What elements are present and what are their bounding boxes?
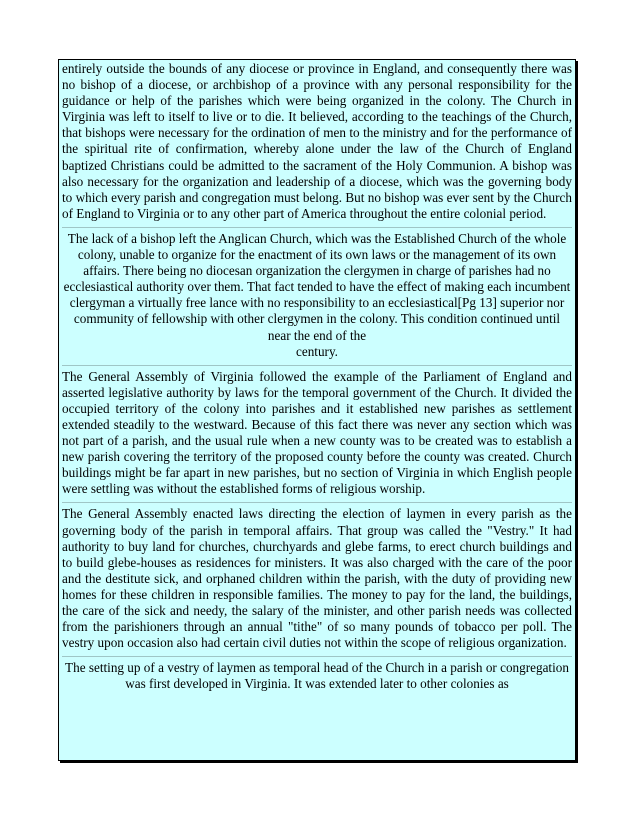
paragraph-2 xyxy=(62,231,572,366)
paragraph-5: The setting up of a vestry of laymen as temporal head of the Church in a parish or congregation was first developed in Virginia. It was extended later to other colonies as xyxy=(65,660,569,692)
paragraph-4: The General Assembly enacted laws directing the election of laymen in every parish as the governing body of the parish in temporal affairs. That group was called the "Vestry." It had authority to buy land for churches, churchyards and glebe farms, to erect church buildings and to build glebe-houses as residences for ministers. It was also charged with the care of the poor and the destitute sick, and orphaned children within the parish, with the duty of providing new homes for these children in responsible families. The money to pay for the land, the buildings, the care of the sick and needy, the salary of the minister, and other parish needs was collected from the parishioners through an annual "tithe" of so many pounds of tobacco per poll. The vestry upon occasion also had certain civil duties not within the scope of religious organization. xyxy=(62,506,572,657)
paragraph-2-last-word: century. xyxy=(296,343,338,359)
paragraph-1: entirely outside the bounds of any diocese or province in England, and consequently there was no bishop of a diocese, or archbishop of a province with any personal responsibility for the guidance or help of the parishes which were being organized in the colony. The Church in Virginia was left to itself to live or to die. It believed, according to the teachings of the Church, that bishops were necessary for the ordination of men to the ministry and for the performance of the spiritual rite of confirmation, whereby alone under the law of the Church of England baptized Christians could be admitted to the sacrament of the Holy Communion. A bishop was also necessary for the organization and leadership of a diocese, which was the governing body to which every parish and congregation must belong. But no bishop was ever sent by the Church of England to Virginia or to any other part of America throughout the entire colonial period. xyxy=(62,60,572,228)
text-frame xyxy=(58,59,576,761)
paragraph-2-body: The lack of a bishop left the Anglican Church, which was the Established Church of the whole colony, unable to organize for the enactment of its own laws or the management of its own affairs. There being no diocesan organization the clergymen in charge of parishes had no ecclesiastical authority over them. That fact tended to have the effect of making each incumbent clergyman a virtually free lance with no responsibility to an ecclesiastical[Pg 13] superior nor community of fellowship with other clergymen in the colony. This condition continued until near the end of the xyxy=(63,230,571,343)
paragraph-3: The General Assembly of Virginia followed the example of the Parliament of England and asserted legislative authority by laws for the temporal government of the Church. It divided the occupied territory of the colony into parishes and it established new parishes as settlement extended steadily to the westward. Because of this fact there was never any section which was not part of a parish, and the usual rule when a new county was to be created was to establish a new parish covering the territory of the proposed county before the county was created. Church buildings might be far apart in new parishes, but no section of Virginia in which English people were settling was without the established forms of religious worship. xyxy=(62,369,572,504)
